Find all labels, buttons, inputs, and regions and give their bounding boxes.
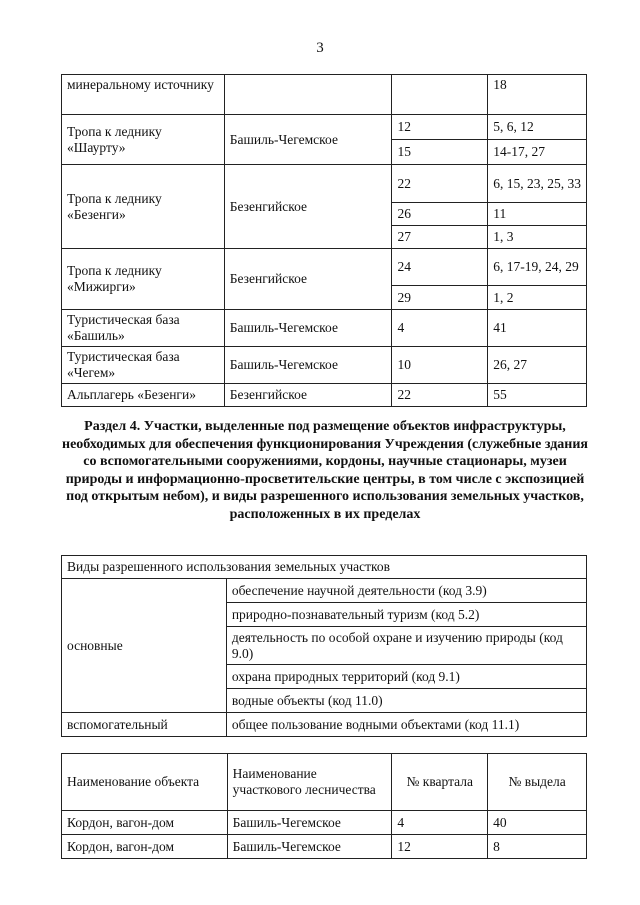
object-name-cell: минеральному источнику [62, 75, 225, 115]
object-name-cell: Кордон, вагон-дом [62, 835, 228, 859]
aux-use-label: вспомогательный [62, 713, 227, 737]
vydel-cell: 6, 17-19, 24, 29 [488, 249, 587, 286]
vydel-cell: 41 [488, 310, 587, 347]
forestry-cell: Башиль-Чегемское [224, 310, 392, 347]
object-name-cell: Кордон, вагон-дом [62, 811, 228, 835]
forestry-cell: Безенгийское [224, 384, 392, 407]
table-row [62, 384, 587, 407]
kvartal-cell: 22 [392, 384, 488, 407]
vydel-cell: 14-17, 27 [488, 140, 587, 165]
forestry-cell: Башиль-Чегемское [227, 835, 392, 859]
vydel-cell: 11 [488, 203, 587, 226]
object-name-cell: Тропа к леднику «Безенги» [62, 165, 225, 249]
kvartal-cell: 4 [392, 811, 488, 835]
use-item: обеспечение научной деятельности (код 3.9) [226, 579, 586, 603]
forestry-cell: Безенгийское [224, 249, 392, 310]
column-header: Наименование участкового лесничества [227, 754, 392, 811]
use-item: природно-познавательный туризм (код 5.2) [226, 603, 586, 627]
table-row [62, 347, 587, 384]
column-header: № квартала [392, 754, 488, 811]
forest-plots-table [61, 74, 587, 407]
kvartal-cell: 27 [392, 226, 488, 249]
table-row [62, 811, 587, 835]
vydel-cell: 6, 15, 23, 25, 33 [488, 165, 587, 203]
object-name-cell: Тропа к леднику «Шаурту» [62, 115, 225, 165]
forestry-cell: Башиль-Чегемское [227, 811, 392, 835]
column-header: № выдела [488, 754, 587, 811]
permitted-use-header: Виды разрешенного использования земельных участков [62, 556, 587, 579]
table-row [62, 310, 587, 347]
forestry-cell: Безенгийское [224, 165, 392, 249]
kvartal-cell: 12 [392, 115, 488, 140]
use-item: общее пользование водными объектами (код 11.1) [226, 713, 586, 737]
kvartal-cell: 24 [392, 249, 488, 286]
forestry-cell: Башиль-Чегемское [224, 115, 392, 165]
table-row [62, 713, 587, 737]
column-header: Наименование объекта [62, 754, 228, 811]
object-name-cell: Туристическая база «Башиль» [62, 310, 225, 347]
table-row [62, 556, 587, 579]
object-name-cell: Тропа к леднику «Мижирги» [62, 249, 225, 310]
kvartal-cell [392, 75, 488, 115]
kvartal-cell: 4 [392, 310, 488, 347]
kvartal-cell: 26 [392, 203, 488, 226]
vydel-cell: 40 [488, 811, 587, 835]
object-name-cell: Туристическая база «Чегем» [62, 347, 225, 384]
infrastructure-objects-table [61, 753, 587, 859]
table-row [62, 75, 587, 115]
kvartal-cell: 10 [392, 347, 488, 384]
table-row [62, 165, 587, 203]
forestry-cell [224, 75, 392, 115]
kvartal-cell: 29 [392, 286, 488, 310]
object-name-cell: Альплагерь «Безенги» [62, 384, 225, 407]
vydel-cell: 26, 27 [488, 347, 587, 384]
vydel-cell: 1, 3 [488, 226, 587, 249]
vydel-cell: 1, 2 [488, 286, 587, 310]
use-item: водные объекты (код 11.0) [226, 689, 586, 713]
kvartal-cell: 15 [392, 140, 488, 165]
table-row [62, 835, 587, 859]
forestry-cell: Башиль-Чегемское [224, 347, 392, 384]
main-uses-label: основные [62, 579, 227, 713]
table-row [62, 249, 587, 286]
permitted-use-table [61, 555, 587, 737]
table-header-row [62, 754, 587, 811]
kvartal-cell: 12 [392, 835, 488, 859]
use-item: охрана природных территорий (код 9.1) [226, 665, 586, 689]
vydel-cell: 8 [488, 835, 587, 859]
use-item: деятельность по особой охране и изучению природы (код 9.0) [226, 627, 586, 665]
vydel-cell: 5, 6, 12 [488, 115, 587, 140]
table-row [62, 579, 587, 603]
vydel-cell: 55 [488, 384, 587, 407]
vydel-cell: 18 [488, 75, 587, 115]
page-number: 3 [316, 40, 324, 56]
kvartal-cell: 22 [392, 165, 488, 203]
section-4-heading: Раздел 4. Участки, выделенные под размещение объектов инфраструктуры, необходимых для обеспечения функционирования Учреждения (служебные здания со вспомогательными сооружениями, кордоны, научные стационары, музеи природы и информационно-просветительские центры, в том числе с экспозицией под открытым небом), и виды разрешенного использования земельных участков, расположенных в их пределах [62, 419, 588, 522]
table-row [62, 115, 587, 140]
